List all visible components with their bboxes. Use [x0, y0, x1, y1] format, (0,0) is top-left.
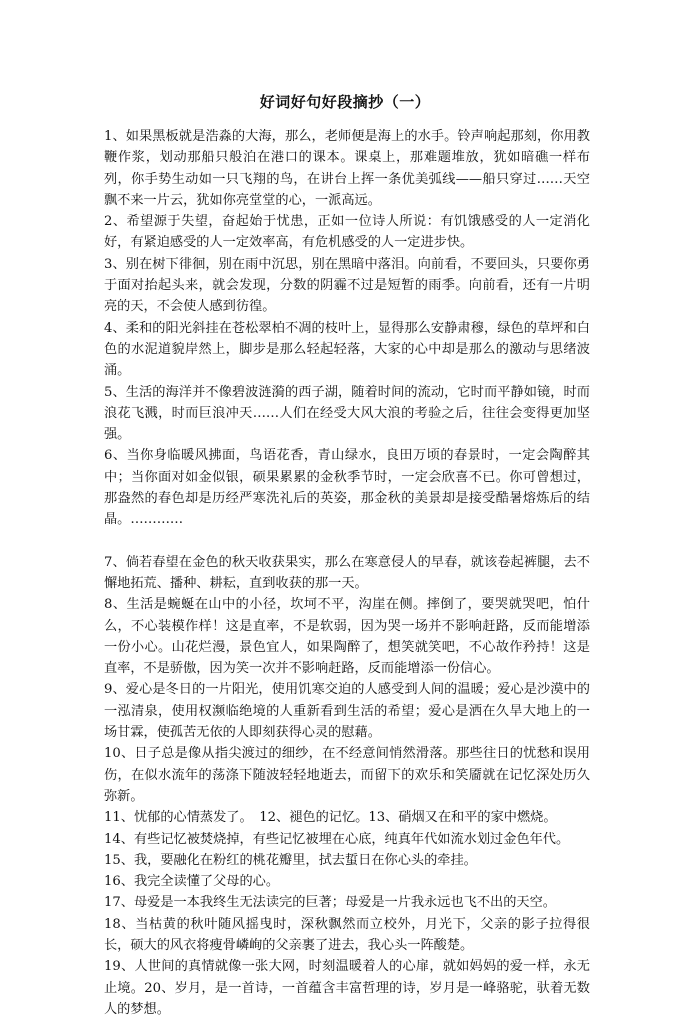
page-title: 好词好句好段摘抄（一） [259, 93, 431, 111]
paragraph-4: 4、柔和的阳光斜挂在苍松翠柏不凋的枝叶上，显得那么安静肃穆，绿色的草坪和白色的水泥道貌岸然上，脚步是那么轻起轻落，大家的心中却是那么的激动与思绪波涌。 [104, 320, 590, 379]
paragraph-15: 15、我，要融化在粉红的桃花瓣里，拭去蜇日在你心头的牵挂。 [104, 852, 477, 868]
paragraph-11-13: 11、忧郁的心情蒸发了。 12、褪色的记忆。13、硝烟又在和平的家中燃烧。 [104, 810, 557, 826]
paragraph-gap [104, 531, 590, 552]
paragraph-7: 7、倘若春望在金色的秋天收获果实，那么在寒意侵人的早春，就该卷起裤腿，去不懈地拓荒、播种、耕耘，直到收获的那一天。 [104, 554, 590, 591]
paragraph-8: 8、生活是蜿蜒在山中的小径，坎坷不平，沟崖在侧。摔倒了，要哭就哭吧，怕什么，不心装模作样！这是直率，不是软弱，因为哭一场并不影响赶路，反而能增添一份小心。山花烂漫，景色宜人，如果陶醉了，想笑就笑吧，不心故作矜持！这是直率，不是骄傲，因为笑一次并不影响赶路，反而能增添一份信心。 [104, 597, 590, 677]
paragraph-6: 6、当你身临暖风拂面，鸟语花香，青山绿水，良田万顷的春景时，一定会陶醉其中；当你面对如金似银，硕果累累的金秋季节时，一定会欣喜不已。你可曾想过，那盎然的春色却是历经严寒洗礼后的英姿，那金秋的美景却是接受酷暑熔炼后的结晶。………… [104, 448, 590, 528]
paragraph-14: 14、有些记忆被焚烧掉，有些记忆被埋在心底，纯真年代如流水划过金色年代。 [104, 831, 570, 847]
paragraph-2: 2、希望源于失望，奋起始于忧患，正如一位诗人所说：有饥饿感受的人一定消化好，有紧迫感受的人一定效率高，有危机感受的人一定进步快。 [104, 214, 590, 251]
paragraph-18: 18、当枯黄的秋叶随风摇曳时，深秋飘然而立校外，月光下，父亲的影子拉得很长，硕大的风衣将瘦骨嶙峋的父亲裹了进去，我心头一阵酸楚。 [104, 916, 590, 953]
paragraph-16: 16、我完全读懂了父母的心。 [104, 874, 280, 890]
document-body [104, 126, 590, 1020]
paragraph-5: 5、生活的海洋并不像碧波涟漪的西子湖，随着时间的流动，它时而平静如镜，时而浪花飞溅，时而巨浪冲天……人们在经受大风大浪的考验之后，往往会变得更加坚强。 [104, 384, 590, 443]
paragraph-10: 10、日子总是像从指尖渡过的细纱，在不经意间悄然滑落。那些往日的忧愁和误用伤，在似水流年的荡涤下随波轻轻地逝去，而留下的欢乐和笑靥就在记忆深处历久弥新。 [104, 746, 590, 804]
paragraph-19-20: 19、人世间的真情就像一张大网，时刻温暖着人的心扉，就如妈妈的爱一样，永无止境。20、岁月，是一首诗，一首蕴含丰富哲理的诗，岁月是一峰骆驼，驮着无数人的梦想。 [104, 959, 590, 1017]
paragraph-1: 1、如果黑板就是浩淼的大海，那么，老师便是海上的水手。铃声响起那刻，你用教鞭作浆，划动那船只般泊在港口的课本。课桌上，那难题堆放，犹如暗礁一样布列，你手势生动如一只飞翔的鸟，在讲台上挥一条优美弧线——船只穿过……天空飘不来一片云，犹如你亮堂堂的心，一派高远。 [104, 129, 590, 208]
paragraph-3: 3、别在树下徘徊，别在雨中沉思，别在黑暗中落泪。向前看，不要回头，只要你勇于面对抬起头来，就会发现，分数的阴霾不过是短暂的雨季。向前看，还有一片明亮的天，不会使人感到彷徨。 [104, 256, 590, 315]
paragraph-9: 9、爱心是冬日的一片阳光，使用饥寒交迫的人感受到人间的温暖；爱心是沙漠中的一泓清泉，使用权濒临绝境的人重新看到生活的希望；爱心是洒在久旱大地上的一场甘霖，使孤苦无依的人即刻获得心灵的慰藉。 [104, 682, 590, 741]
paragraph-17: 17、母爱是一本我终生无法读完的巨著；母爱是一片我永远也飞不出的天空。 [104, 895, 556, 911]
